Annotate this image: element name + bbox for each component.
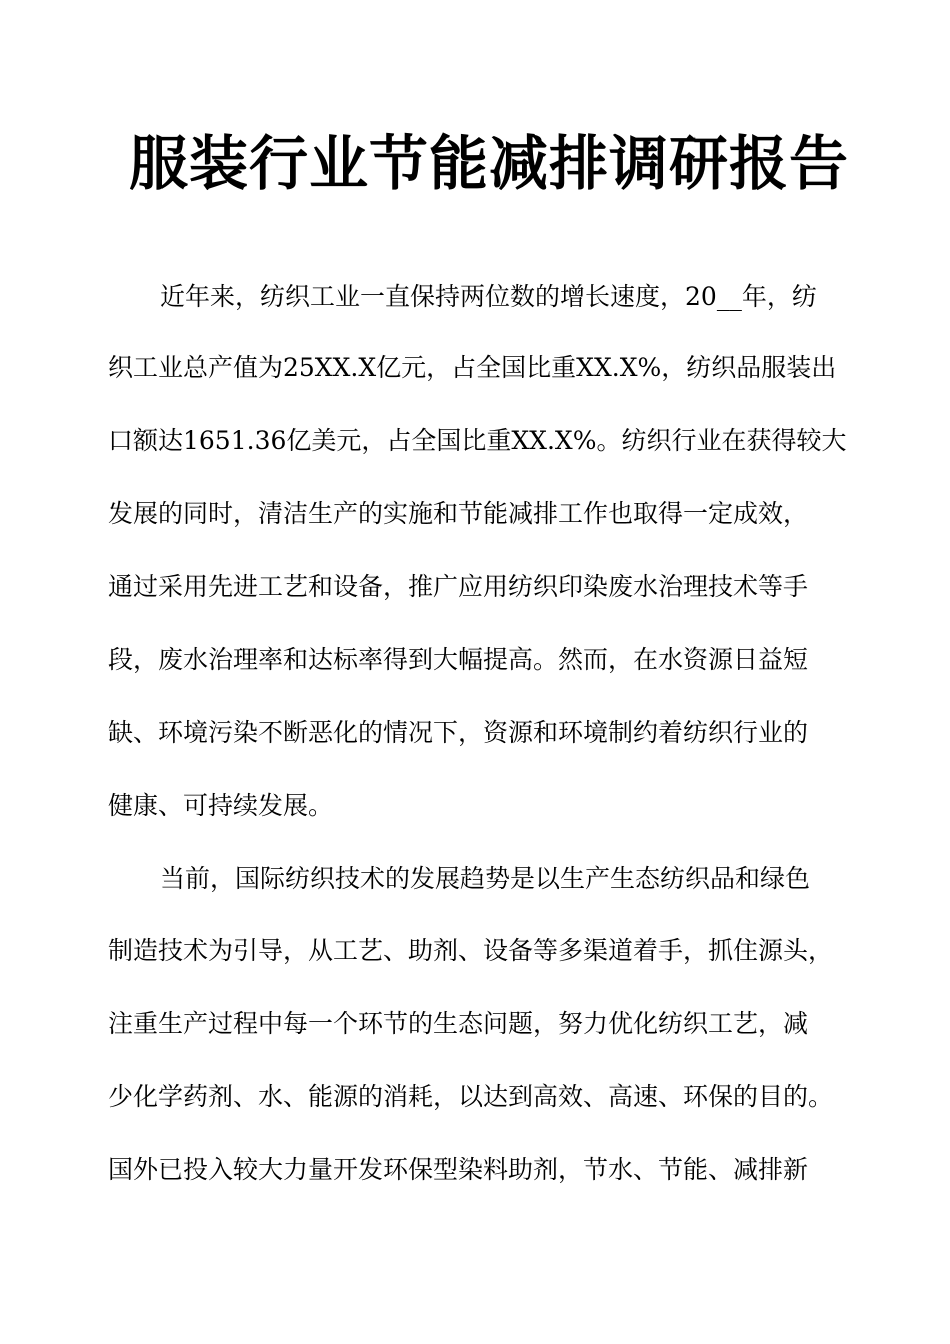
paragraph-line: 段，废水治理率和达标率得到大幅提高。然而，在水资源日益短 <box>108 645 809 674</box>
paragraph-line: 健康、可持续发展。 <box>108 791 334 820</box>
paragraph-line: 国外已投入较大力量开发环保型染料助剂，节水、节能、减排新 <box>108 1155 809 1184</box>
paragraph-line: 缺、环境污染不断恶化的情况下，资源和环境制约着纺织行业的 <box>108 718 809 747</box>
paragraph-line: 当前，国际纺织技术的发展趋势是以生产生态纺织品和绿色 <box>160 864 811 893</box>
document-title: 服装行业节能减排调研报告 <box>128 129 849 198</box>
paragraph-line: 少化学药剂、水、能源的消耗，以达到高效、高速、环保的目的。 <box>108 1082 834 1111</box>
paragraph-line: 织工业总产值为25XX.X亿元，占全国比重XX.X%，纺织品服装出 <box>108 353 837 382</box>
paragraph-line: 口额达1651.36亿美元，占全国比重XX.X%。纺织行业在获得较大 <box>108 426 847 455</box>
paragraph-line: 近年来，纺织工业一直保持两位数的增长速度，20__年，纺 <box>160 282 817 311</box>
paragraph-line: 注重生产过程中每一个环节的生态问题，努力优化纺织工艺，减 <box>108 1009 809 1038</box>
paragraph-line: 发展的同时，清洁生产的实施和节能减排工作也取得一定成效， <box>108 499 809 528</box>
paragraph-line: 通过采用先进工艺和设备，推广应用纺织印染废水治理技术等手 <box>108 572 809 601</box>
paragraph-line: 制造技术为引导，从工艺、助剂、设备等多渠道着手，抓住源头， <box>108 936 834 965</box>
